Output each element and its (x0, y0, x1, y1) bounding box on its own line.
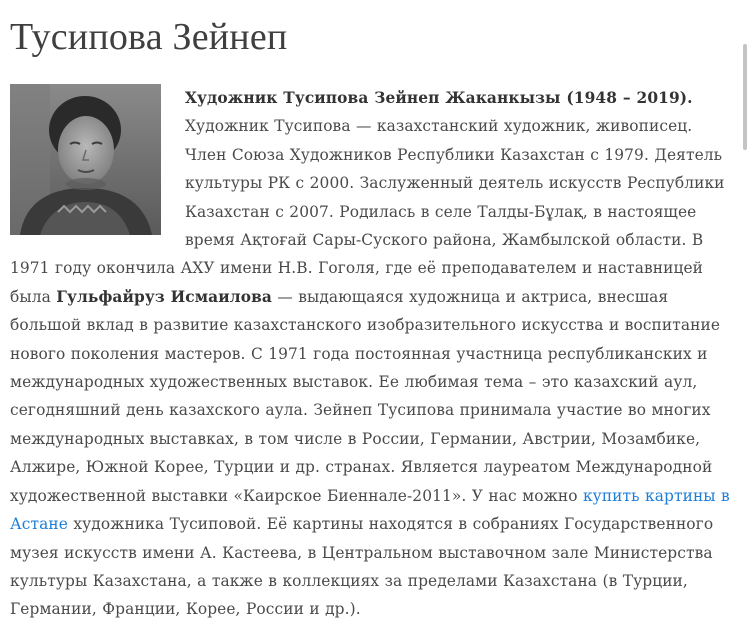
article-text-2: — выдающаяся художница и актриса, внесшая большой вклад в развитие казахстанского изобразительного искусства и воспитание нового поколения мастеров. С 1971 года постоянная участница республиканских и международных художественных выставок. Ее любимая тема – это казахский аул, сегодняшний день казахского аула. Зейнеп Тусипова принимала участие во многих международных выставках, в том числе в России, Германии, Австрии, Мозамбике, Алжире, Южной Корее, Турции и др. странах. Является лауреатом Международной художественной выставки «Каирское Биеннале-2011». У нас можно (10, 287, 721, 505)
mentor-name: Гульфайруз Исмаилова (56, 287, 272, 306)
article-body (10, 84, 738, 624)
scrollbar[interactable] (743, 44, 747, 150)
article-lead-title: Художник Тусипова Зейнеп Жаканкызы (1948 – 2019). (185, 89, 693, 107)
portrait-photo (10, 84, 161, 235)
buy-paintings-link[interactable]: купить картины в Астане (10, 486, 730, 534)
article-text-1: Художник Тусипова — казахстанский художник, живописец. Член Союза Художников Республики Казахстан с 1979. Деятель культуры РК с 2000. Заслуженный деятель искусств Республики Казахстан с 2007. Родилась в селе Талды-Бұлақ, в настоящее время Ақтоғай Сары-Суского района, Жамбылской области. В 1971 году окончила АХУ имени Н.В. Гоголя, где её преподавателем и наставницей была (10, 117, 725, 306)
page-title: Тусипова Зейнеп (10, 16, 288, 58)
article-text-3: художника Тусиповой. Её картины находятся в собраниях Государственного музея искусств имени А. Кастеева, в Центральном выставочном зале Министерства культуры Казахстана, а также в коллекциях за пределами Казахстана (в Турции, Германии, Франции, Корее, России и др.). (10, 515, 714, 619)
